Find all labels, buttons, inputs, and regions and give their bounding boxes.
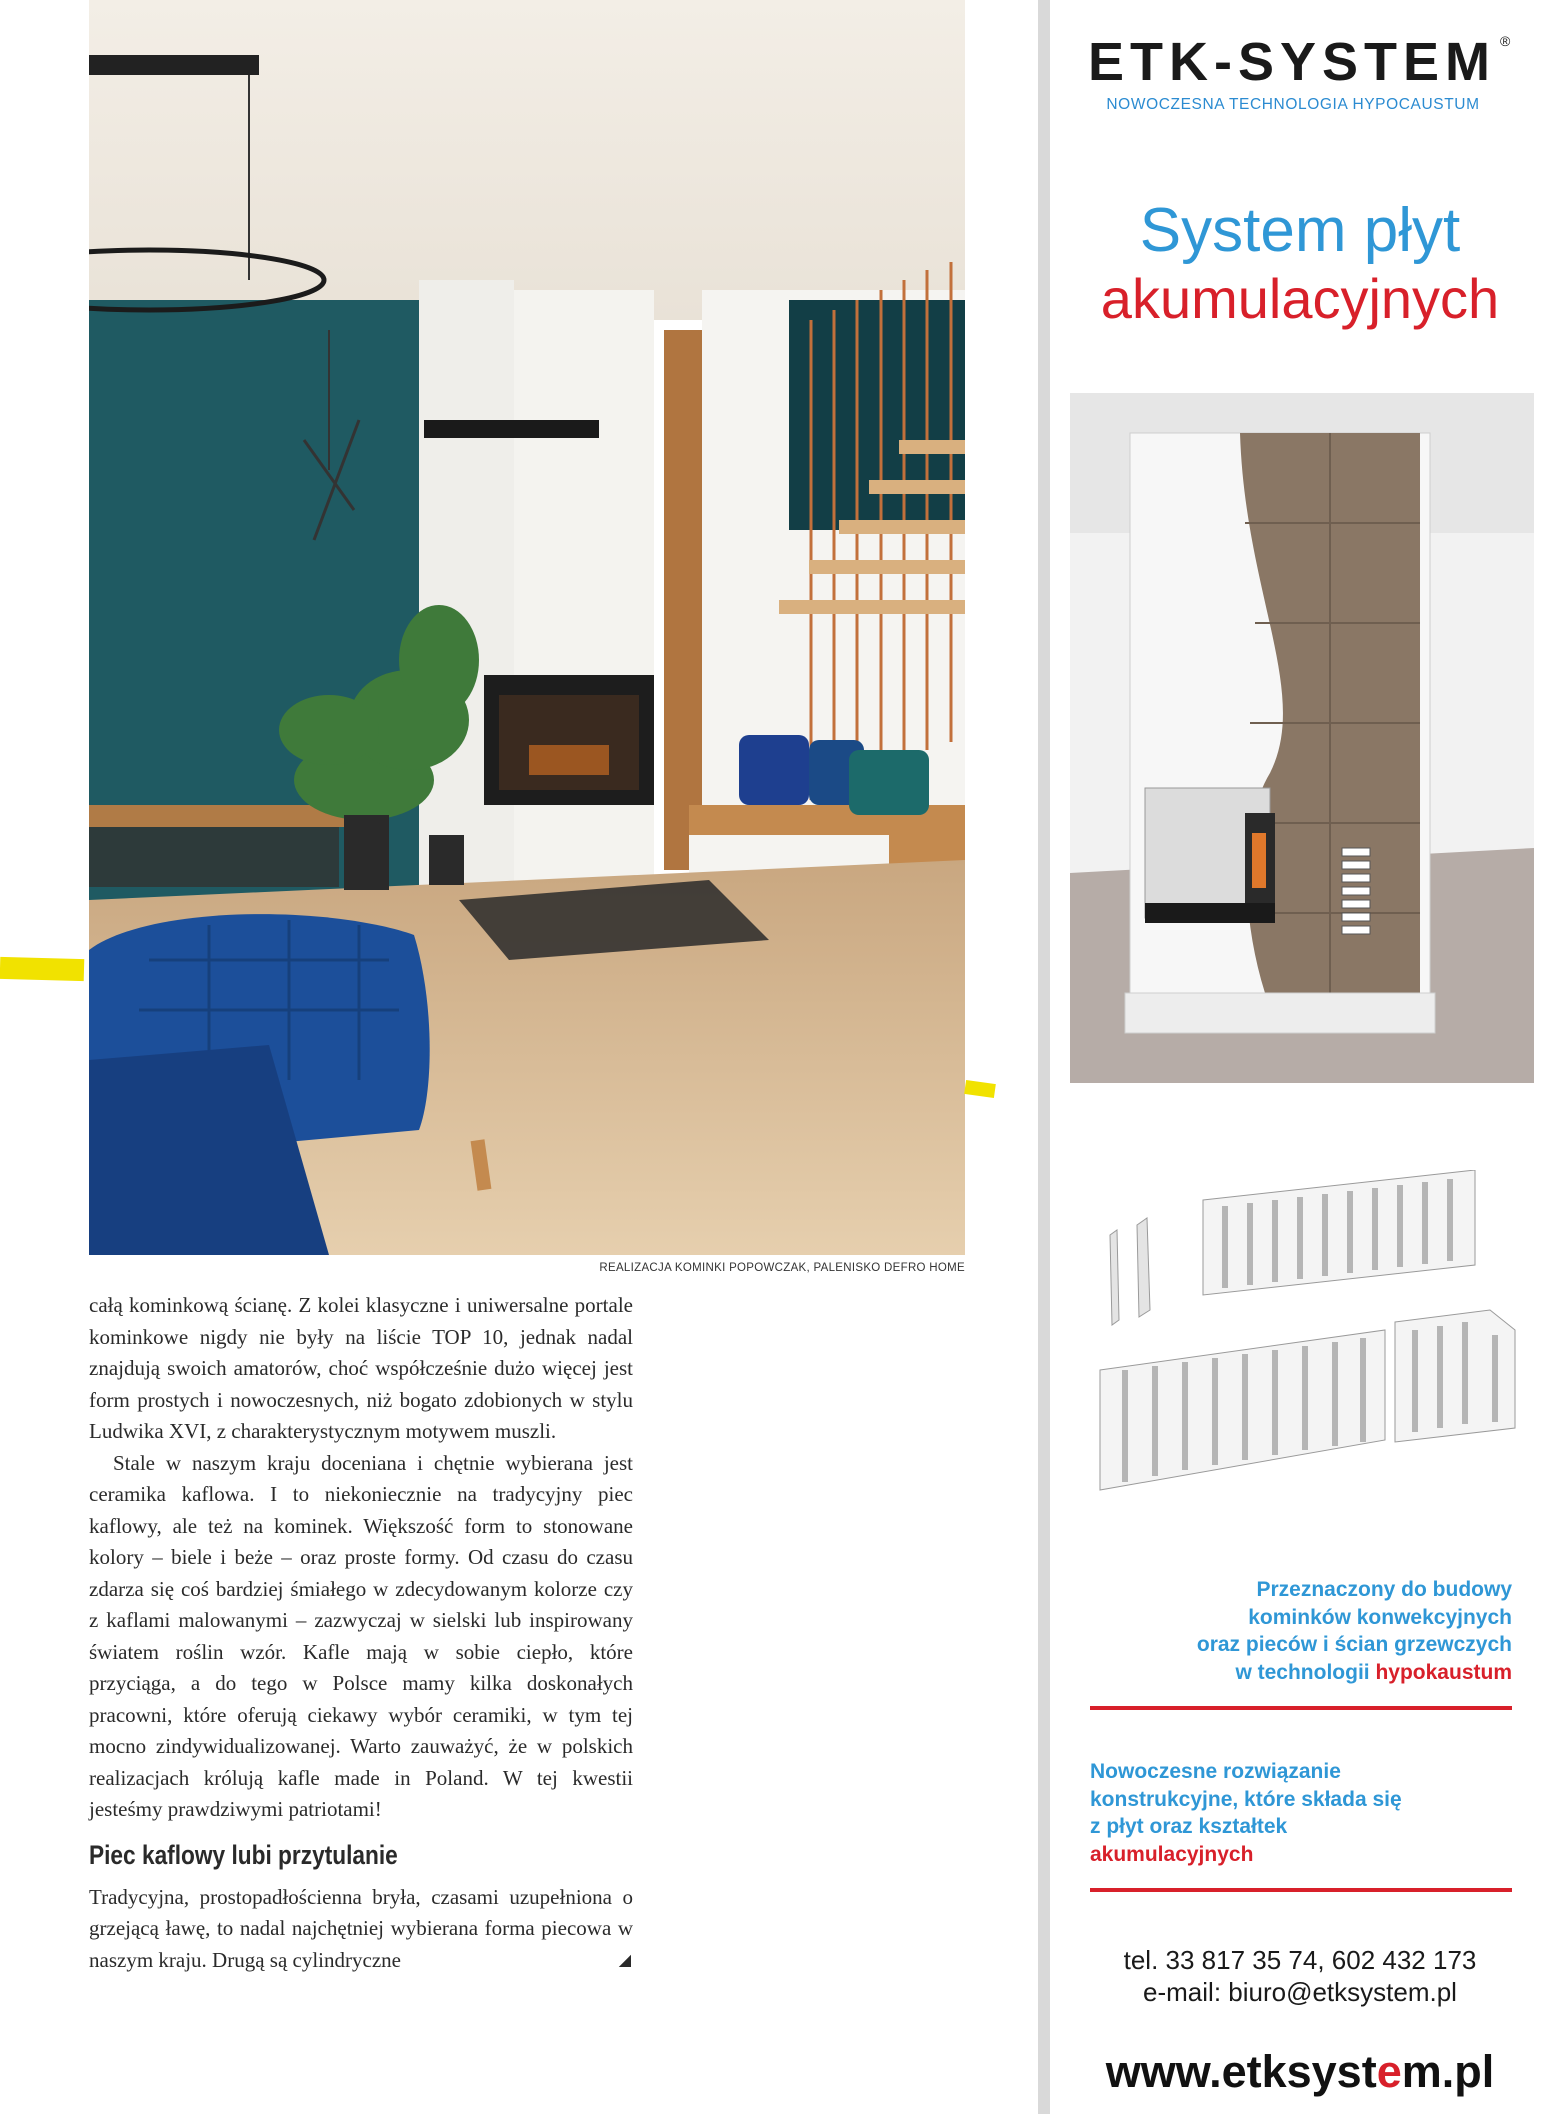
fireplace-photo: [89, 0, 965, 1255]
phone-number: tel. 33 817 35 74, 602 432 173: [1123, 1945, 1477, 1975]
paragraph-3: [89, 1882, 633, 1977]
paragraph-2: Stale w naszym kraju doceniana i chętnie wybierana jest ceramika kaflowa. I to niekoniecznie na tradycyjny piec kaflowy, ale też na kominek. Większość form to stonowane kolory – biele i beże – oraz proste formy. Od czasu do czasu zdarza się coś bardziej śmiałego w zdecydowanym kolorze czy z kaflami malowanymi – zazwyczaj w sielski lub inspirowany światem roślin wzór. Kafle mają w sobie ciepło, które przyciąga, a do tego w Polsce mamy kilka doskonałych pracowni, które oferują ciekawy wybór ceramiki, w tym tej mocno zindywidualizowanej. Warto zauważyć, że w polskich realizacjach królują kafle made in Poland. W tej kwestii jesteśmy prawdziwymi patriotami!: [89, 1450, 633, 1821]
fireplace-column-render: [1070, 393, 1534, 1083]
logo-text: ETK-SYSTEM: [1088, 32, 1497, 92]
website-url[interactable]: [1070, 2046, 1530, 2098]
ad-purpose-text: [1080, 1576, 1512, 1686]
construction-line-3: z płyt oraz kształtek: [1090, 1815, 1288, 1838]
registered-mark: ®: [1500, 33, 1511, 49]
etk-system-logo: [1088, 28, 1528, 98]
ad-construction-text: [1090, 1758, 1530, 1868]
contact-info: [1070, 1944, 1530, 2008]
section-heading: Piec kaflowy lubi przytulanie: [89, 1839, 398, 1870]
ad-headline-line1: System płyt: [1139, 196, 1461, 265]
construction-line-4: akumulacyjnych: [1090, 1842, 1254, 1866]
yellow-accent-right: [964, 1080, 996, 1098]
logo-subtitle: NOWOCZESNA TECHNOLOGIA HYPOCAUSTUM: [1106, 96, 1480, 113]
purpose-line-1: Przeznaczony do budowy: [1256, 1578, 1512, 1601]
website-part-2: m.pl: [1401, 2046, 1495, 2097]
red-divider-2: [1090, 1888, 1512, 1892]
red-divider-1: [1090, 1706, 1512, 1710]
yellow-accent-left: [0, 957, 84, 981]
accumulation-plates-render: [1095, 1170, 1525, 1520]
paragraph-1: całą kominkową ścianę. Z kolei klasyczne i uniwersalne portale kominkowe nigdy nie były na liście TOP 10, jednak nadal znajdują swoich amatorów, choć współcześnie dużo więcej jest form prostych i nowoczesnych, niż bogato zdobionych w stylu Ludwika XVI, z charakterystycznym motywem muszli.: [89, 1293, 633, 1443]
website-red-letter: e: [1376, 2046, 1402, 2097]
purpose-line-2: kominków konwekcyjnych: [1248, 1605, 1512, 1629]
purpose-line-4: [1080, 1659, 1512, 1687]
website-part-1: www.etksyst: [1105, 2046, 1377, 2097]
purpose-line-4-blue: w technologii: [1235, 1660, 1370, 1684]
end-arrow-icon: ◢: [618, 1951, 631, 1969]
purpose-line-4-red: hypokaustum: [1375, 1660, 1512, 1684]
construction-line-1: Nowoczesne rozwiązanie: [1090, 1760, 1341, 1783]
article-column: [89, 1290, 633, 1976]
photo-caption: REALIZACJA KOMINKI POPOWCZAK, PALENISKO DEFRO HOME: [599, 1262, 965, 1274]
construction-line-2: konstrukcyjne, które składa się: [1090, 1787, 1402, 1811]
purpose-line-3: oraz pieców i ścian grzewczych: [1196, 1633, 1512, 1656]
email-address: e-mail: biuro@etksystem.pl: [1143, 1977, 1457, 2007]
paragraph-3-text: Tradycyjna, prostopadłościenna bryła, czasami uzupełniona o grzejącą ławę, to nadal najchętniej wybierana forma piecowa w naszym kraju. Drugą są cylindryczne: [89, 1884, 633, 1972]
ad-headline-line2: akumulacyjnych: [1100, 267, 1500, 330]
